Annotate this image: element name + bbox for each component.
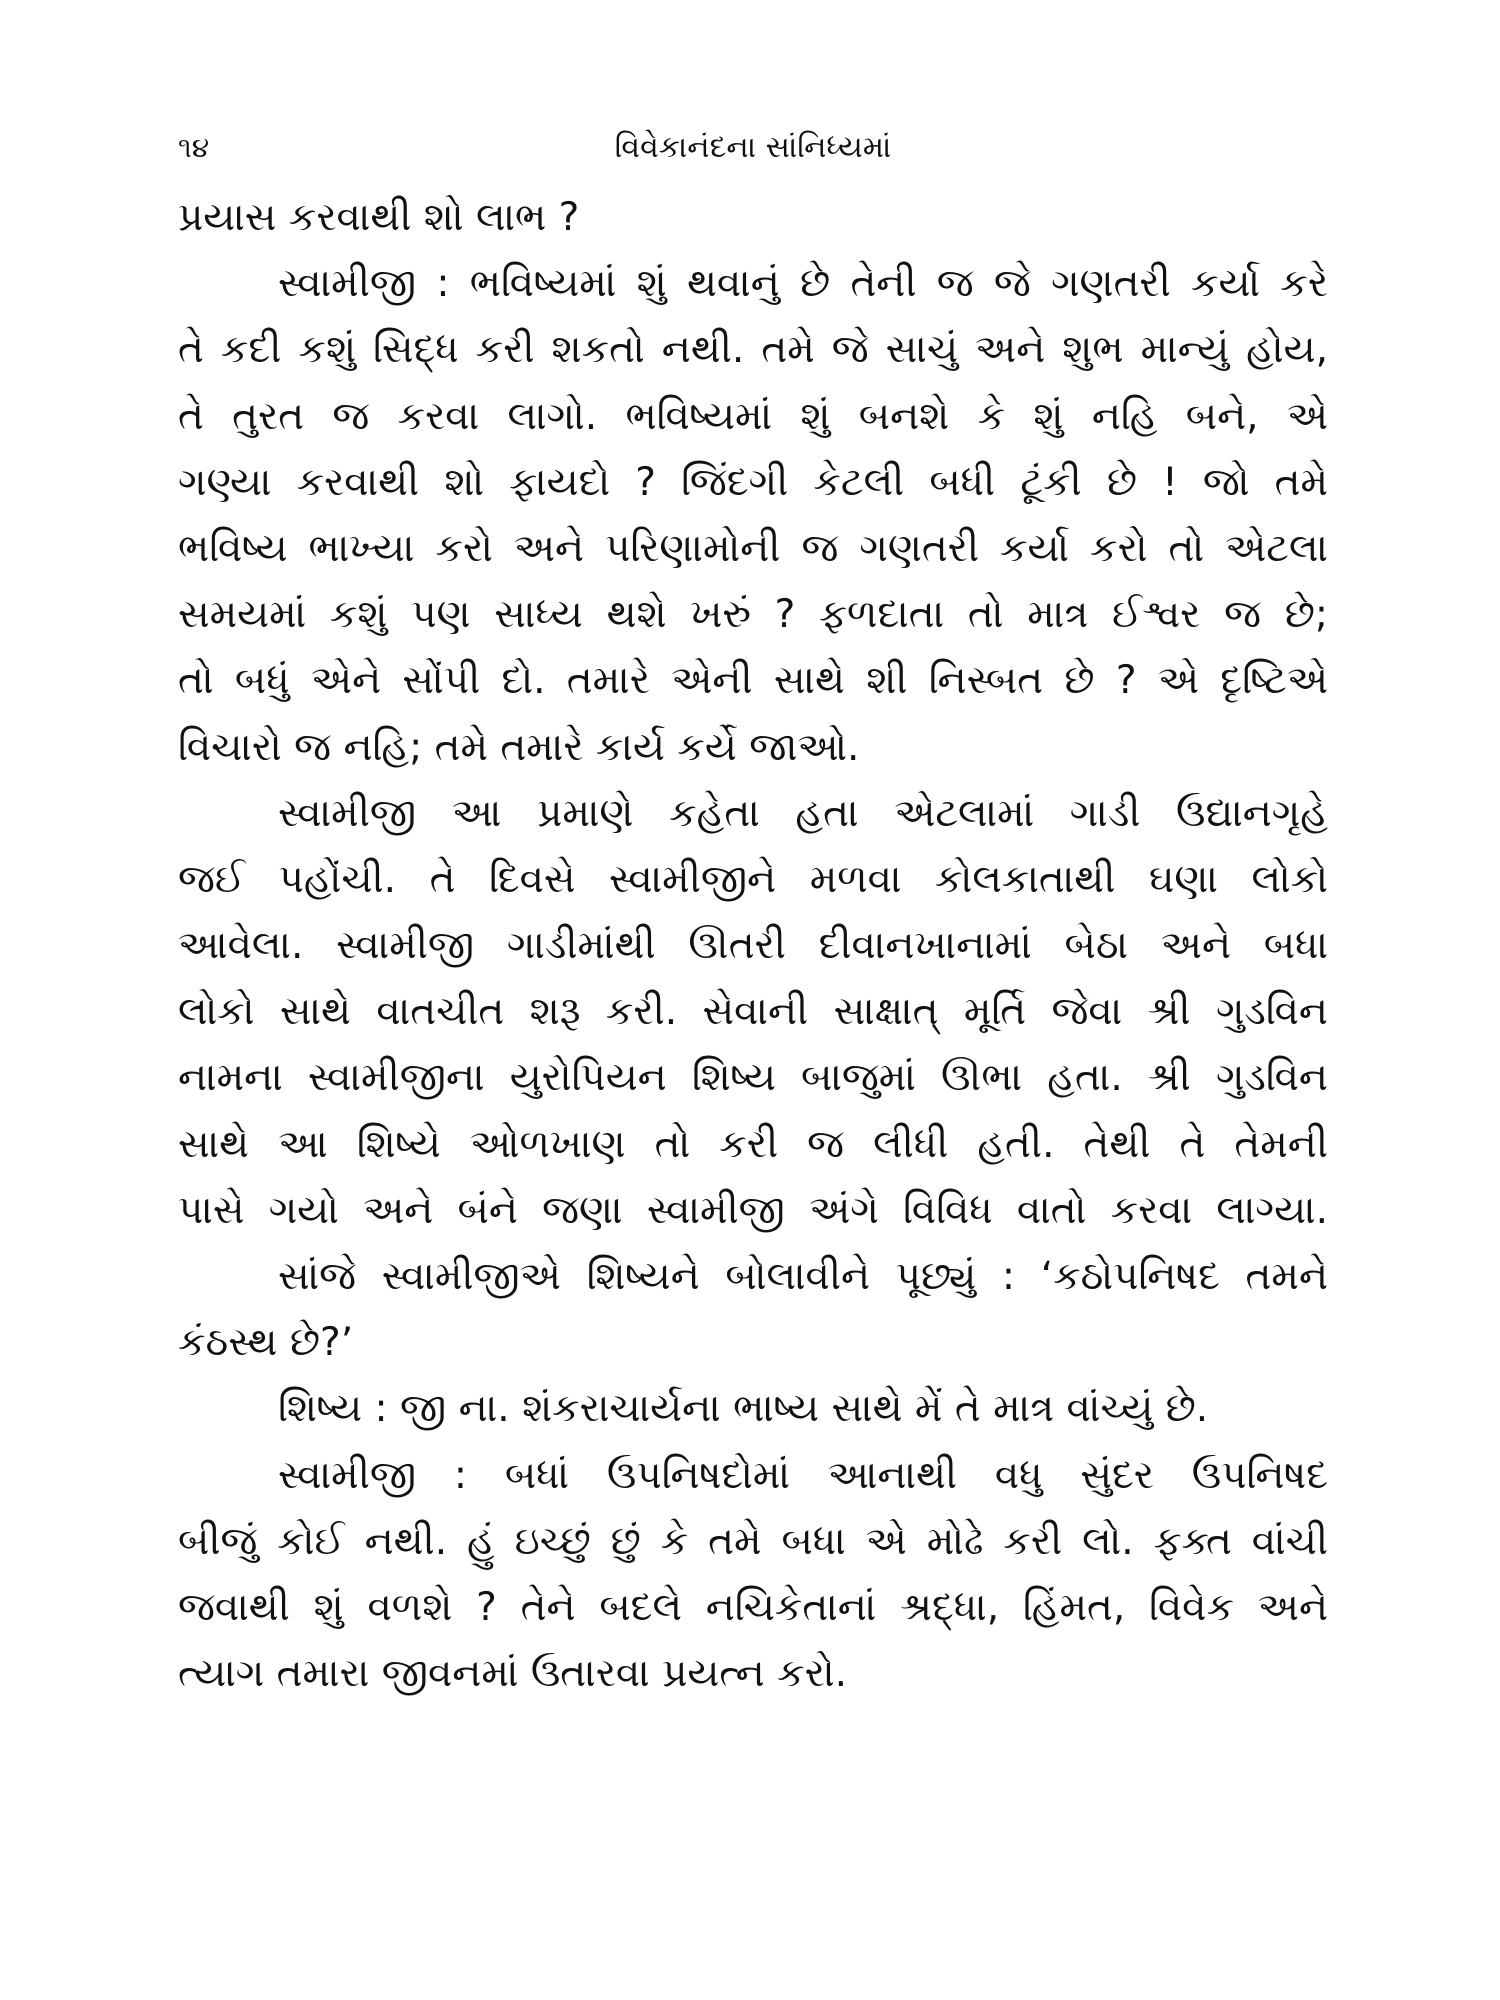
text-line: લોકો સાથે વાતચીત શરૂ કરી. સેવાની સાક્ષાત્ મૂર્તિ જેવા શ્રી ગુડવિન [178,989,1328,1035]
text-line: આવેલા. સ્વામીજી ગાડીમાંથી ઊતરી દીવાનખાનામાં બેઠા અને બધા [178,923,1328,969]
text-line: ભવિષ્ય ભાખ્યા કરો અને પરિણામોની જ ગણતરી કર્યા કરો તો એટલા [178,525,1328,571]
text-line: તે કદી કશું સિદ્ધ કરી શકતો નથી. તમે જે સાચું અને શુભ માન્યું હોય, [178,327,1328,373]
text-line: તે તુરત જ કરવા લાગો. ભવિષ્યમાં શું બનશે કે શું નહિ બને, એ [178,393,1328,439]
text-line: સ્વામીજી આ પ્રમાણે કહેતા હતા એટલામાં ગાડી ઉદ્યાનગૃહે [278,790,1328,836]
text-line: શિષ્ય : જી ના. શંકરાચાર્યના ભાષ્ય સાથે મેં તે માત્ર વાંચ્યું છે. [278,1386,1209,1432]
text-line: સાથે આ શિષ્યે ઓળખાણ તો કરી જ લીધી હતી. તેથી તે તેમની [178,1121,1328,1167]
text-line: નામના સ્વામીજીના યુરોપિયન શિષ્ય બાજુમાં ઊભા હતા. શ્રી ગુડવિન [178,1055,1328,1101]
text-line: ગણ્યા કરવાથી શો ફાયદો ? જિંદગી કેટલી બધી ટૂંકી છે ! જો તમે [178,459,1328,505]
text-line: સ્વામીજી : બધાં ઉપનિષદોમાં આનાથી વધુ સુંદર ઉપનિષદ [278,1452,1328,1498]
running-title: વિવેકાનંદના સાંનિધ્યમાં [614,130,892,165]
page-header [178,128,1328,168]
text-line: તો બધું એને સોંપી દો. તમારે એની સાથે શી નિસ્બત છે ? એ દૃષ્ટિએ [178,658,1328,704]
page-number: ૧૪ [178,131,210,164]
text-line: સાંજે સ્વામીજીએ શિષ્યને બોલાવીને પૂછ્યું : ‘કઠોપનિષદ તમને [278,1254,1328,1299]
text-line: સમયમાં કશું પણ સાધ્ય થશે ખરું ? ફળદાતા તો માત્ર ઈશ્વર જ છે; [178,592,1328,638]
body-text [178,185,1328,1707]
text-line: કંઠસ્થ છે?’ [178,1320,354,1366]
text-line: ત્યાગ તમારા જીવનમાં ઉતારવા પ્રયત્ન કરો. [178,1651,847,1697]
text-line: બીજું કોઈ નથી. હું ઇચ્છું છું કે તમે બધા એ મોઢે કરી લો. ફક્ત વાંચી [178,1518,1328,1564]
text-line: જવાથી શું વળશે ? તેને બદલે નચિકેતાનાં શ્રદ્ધા, હિંમત, વિવેક અને [178,1584,1328,1630]
text-line: પાસે ગયો અને બંને જણા સ્વામીજી અંગે વિવિધ વાતો કરવા લાગ્યા. [178,1187,1328,1233]
text-line: સ્વામીજી : ભવિષ્યમાં શું થવાનું છે તેની જ જે ગણતરી કર્યા કરે [278,261,1328,307]
text-line: જઈ પહોંચી. તે દિવસે સ્વામીજીને મળવા કોલકાતાથી ઘણા લોકો [178,856,1328,902]
text-line: પ્રયાસ કરવાથી શો લાભ ? [178,195,580,240]
text-line: વિચારો જ નહિ; તમે તમારે કાર્ય કર્યે જાઓ. [178,724,860,770]
